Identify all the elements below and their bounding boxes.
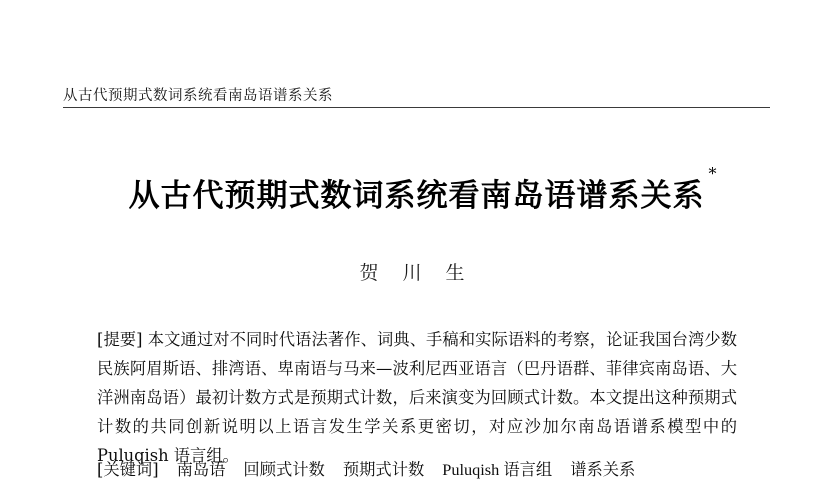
- keyword-item: 南岛语: [176, 460, 226, 479]
- header-divider: [63, 107, 770, 108]
- author-block: [0, 258, 833, 285]
- abstract-label: [提要]: [97, 330, 143, 349]
- abstract-paragraph: [97, 325, 737, 470]
- abstract-block: [97, 325, 737, 470]
- keywords-label: [关键词]: [97, 460, 159, 479]
- keyword-item: 谱系关系: [570, 460, 636, 479]
- title-text: 从古代预期式数词系统看南岛语谱系关系: [128, 178, 705, 214]
- keyword-item: 预期式计数: [342, 460, 425, 479]
- keywords-block: [97, 455, 797, 484]
- title-footnote-marker: *: [708, 164, 718, 183]
- page-title: [128, 164, 718, 215]
- keyword-item: 回顾式计数: [243, 460, 325, 479]
- keyword-item: Puluqish 语言组: [442, 460, 553, 479]
- running-head: 从古代预期式数词系统看南岛语谱系关系: [63, 88, 333, 104]
- title-block: [0, 164, 833, 215]
- author-name: 贺 川 生: [359, 262, 474, 284]
- abstract-text: 本文通过对不同时代语法著作、词典、手稿和实际语料的考察，论证我国台湾少数民族阿眉斯语、排湾语、卑南语与马来—波利尼西亚语言（巴丹语群、菲律宾南岛语、大洋洲南岛语）最初计数方式是预期式计数，后来演变为回顾式计数。本文提出这种预期式计数的共同创新说明以上语言发生学关系更密切，对应沙加尔南岛语谱系模型中的 Puluqish 语言组。: [97, 330, 737, 465]
